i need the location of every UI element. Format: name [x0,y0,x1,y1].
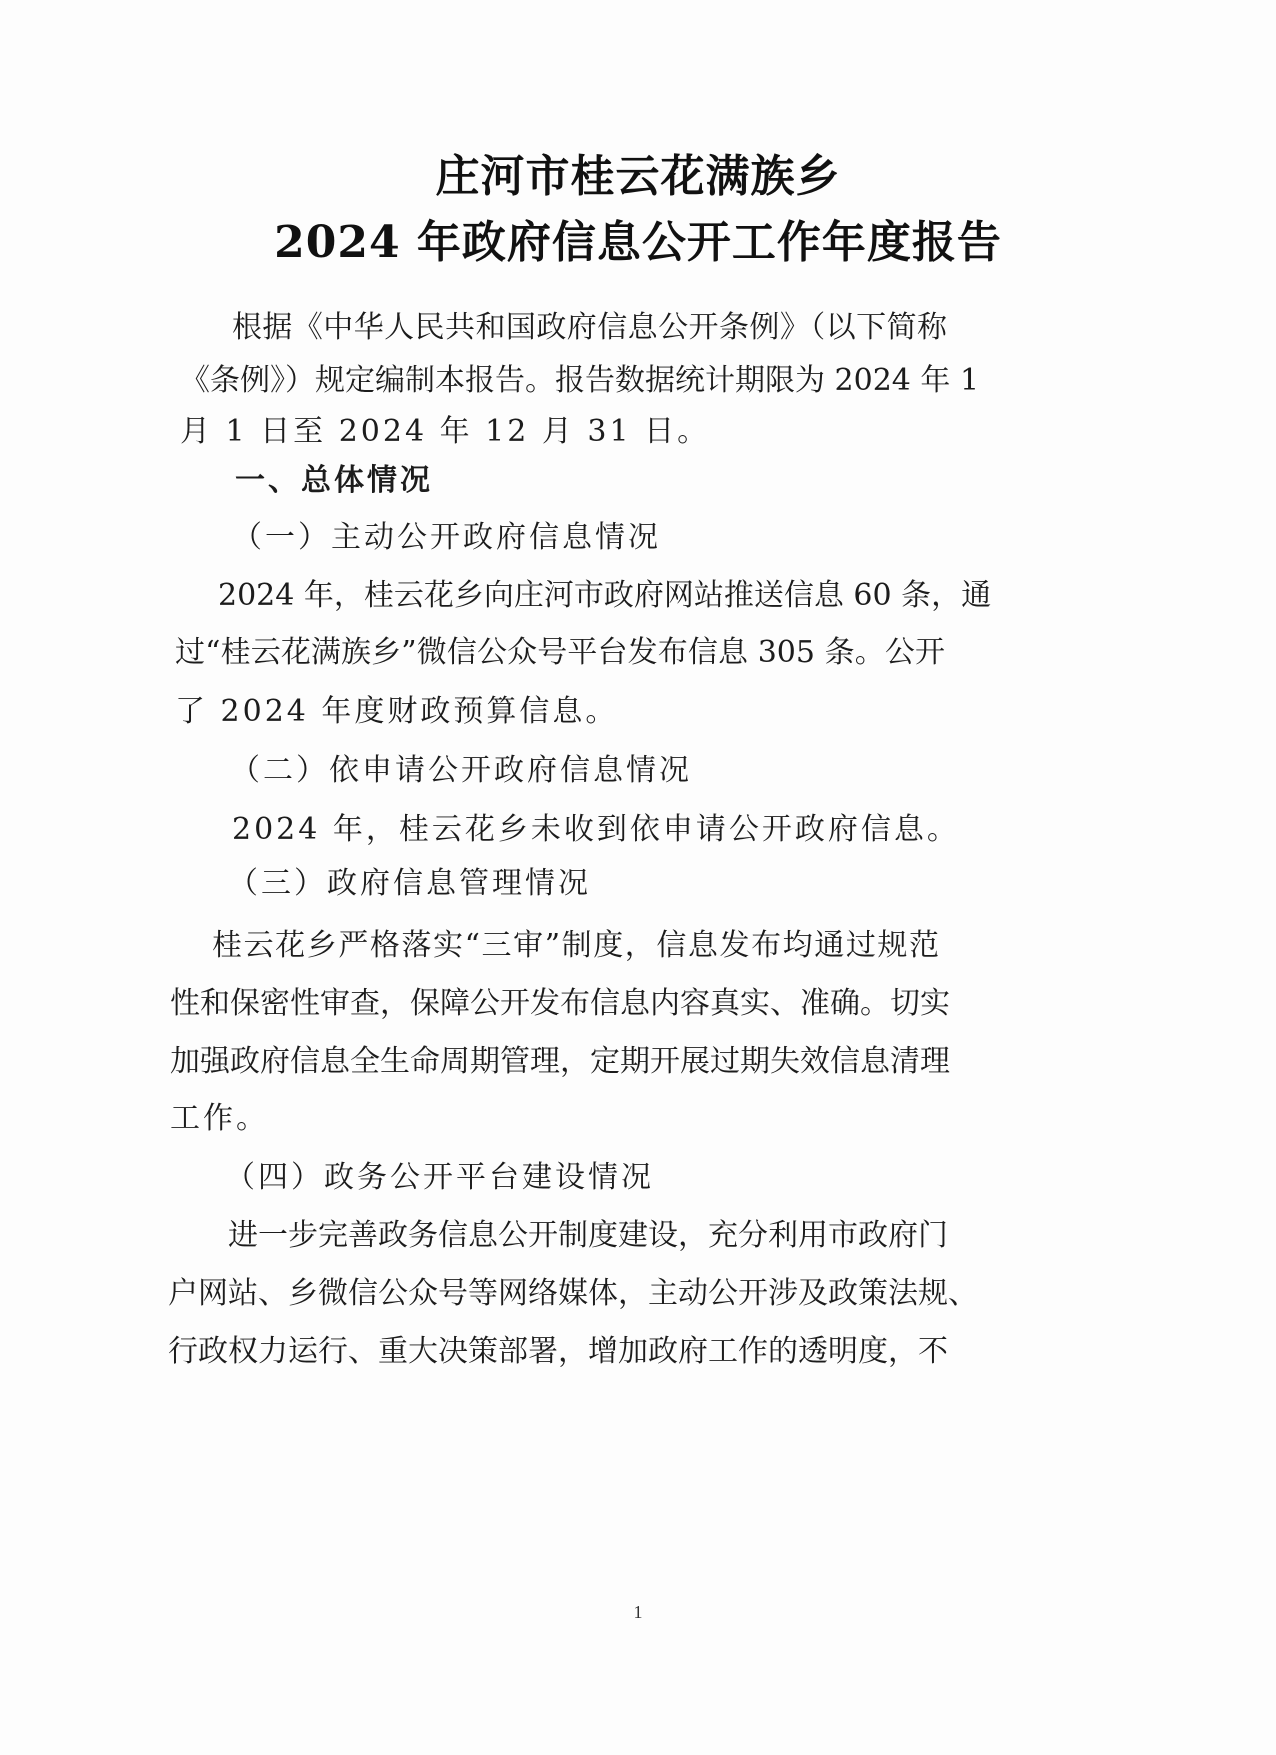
subsection-heading-management: （三）政府信息管理情况 [228,866,591,901]
document-title-line2: 2024 年政府信息公开工作年度报告 [274,217,1002,268]
sub2-line-1: 2024 年，桂云花乡未收到依申请公开政府信息。 [232,812,960,847]
page-number: 1 [633,1602,643,1622]
sub3-line-4: 工作。 [170,1101,269,1136]
sub4-line-1: 进一步完善政务信息公开制度建设，充分利用市政府门 [228,1218,948,1253]
sub4-line-3: 行政权力运行、重大决策部署，增加政府工作的透明度，不 [168,1334,948,1369]
sub1-line-2: 过“桂云花满族乡”微信公众号平台发布信息 305 条。公开 [175,635,945,670]
sub4-line-2: 户网站、乡微信公众号等网络媒体，主动公开涉及政策法规、 [168,1276,978,1311]
sub1-line-1: 2024 年，桂云花乡向庄河市政府网站推送信息 60 条，通 [218,578,992,613]
sub3-line-1: 桂云花乡严格落实“三审”制度，信息发布均通过规范 [212,928,939,963]
sub3-line-2: 性和保密性审查，保障公开发布信息内容真实、准确。切实 [170,986,950,1021]
sub1-line-3: 了 2024 年度财政预算信息。 [175,694,619,729]
document-title-line1: 庄河市桂云花满族乡 [435,151,841,202]
intro-line-1: 根据《中华人民共和国政府信息公开条例》（以下简称 [232,310,947,345]
subsection-heading-on-request: （二）依申请公开政府信息情况 [230,753,692,788]
subsection-heading-platform: （四）政务公开平台建设情况 [225,1160,654,1195]
subsection-heading-proactive: （一）主动公开政府信息情况 [232,520,661,555]
intro-line-2: 《条例》）规定编制本报告。报告数据统计期限为 2024 年 1 [180,363,980,398]
intro-line-3: 月 1 日至 2024 年 12 月 31 日。 [180,414,711,449]
section-heading-overview: 一、总体情况 [235,463,433,498]
sub3-line-3: 加强政府信息全生命周期管理，定期开展过期失效信息清理 [170,1044,950,1079]
